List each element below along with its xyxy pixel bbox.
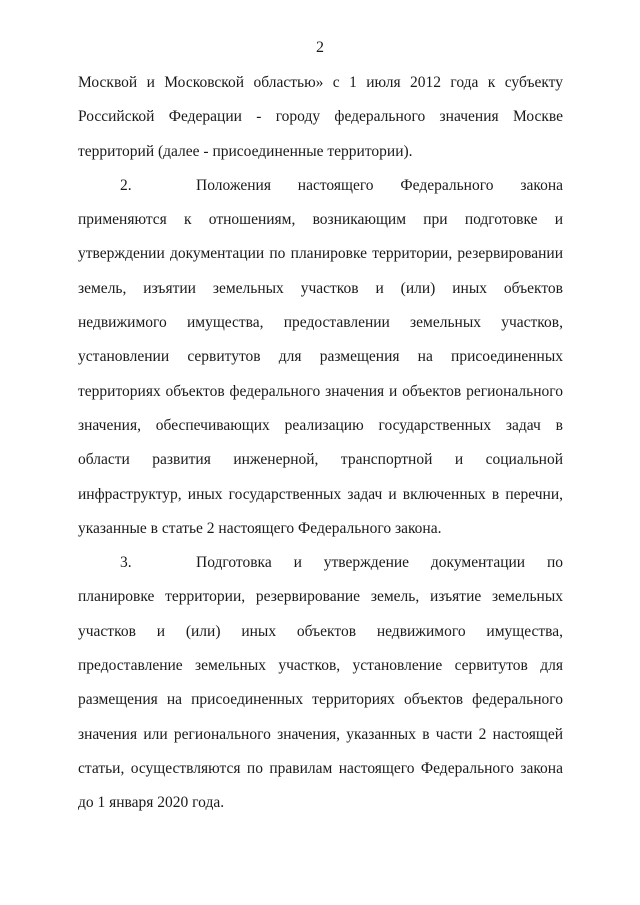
paragraph-2 (78, 169, 563, 546)
paragraph-continuation (78, 66, 563, 169)
paragraph-text: Положения настоящего Федерального закона применяются к отношениям, возникающим при подготовке и утверждении документации по планировке территории, резервировании земель, изъятии земельных участков и (или) иных объектов недвижимого имущества, предоставлении земельных участков, установлении сервитутов для размещения на присоединенных территориях объектов федерального значения и объектов регионального значения, обеспечивающих реализацию государственных задач в области развития инженерной, транспортной и социальной инфраструктур, иных государственных задач и включенных в перечни, указанные в статье 2 настоящего Федерального закона. (78, 176, 563, 537)
paragraph-3 (78, 546, 563, 820)
paragraph-text: Подготовка и утверждение документации по планировке территории, резервирование земель, изъятие земельных участков и (или) иных объектов недвижимого имущества, предоставление земельных участков, установление сервитутов для размещения на присоединенных территориях объектов федерального значения или регионального значения, указанных в части 2 настоящей статьи, осуществляются по правилам настоящего Федерального закона до 1 января 2020 года. (78, 554, 563, 812)
paragraph-text: Москвой и Московской областью» с 1 июля 2012 года к субъекту Российской Федерации - городу федерального значения Москве территорий (далее - присоединенные территории). (78, 74, 563, 160)
page-number: 2 (316, 39, 324, 56)
paragraph-number: 2. (120, 176, 132, 194)
document-body (78, 66, 563, 821)
paragraph-number: 3. (120, 554, 132, 572)
